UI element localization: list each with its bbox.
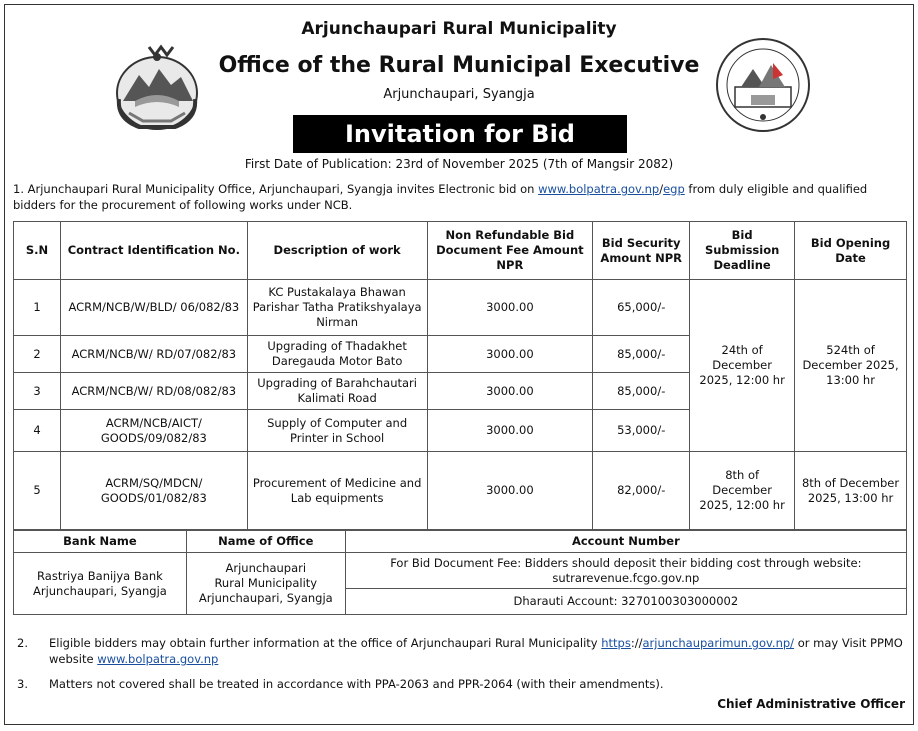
cell-contract: ACRM/NCB/W/ RD/08/082/83 xyxy=(60,373,247,410)
cell-security: 65,000/- xyxy=(593,280,690,336)
cell-sn: 2 xyxy=(14,336,61,373)
intro-text-2: from duly eligible and qualified bidders for the procurement of following works under NCB. xyxy=(13,182,868,212)
office-location: Arjunchaupari, Syangja xyxy=(383,87,535,102)
office-line: Arjunchaupari, Syangja xyxy=(198,591,333,605)
note-number: 3. xyxy=(17,677,28,691)
cell-sn: 1 xyxy=(14,280,61,336)
bolpatra-link[interactable]: www.bolpatra.gov.np xyxy=(538,182,660,196)
cell-security: 82,000/- xyxy=(593,452,690,530)
cell-contract: ACRM/NCB/W/BLD/ 06/082/83 xyxy=(60,280,247,336)
note-2-text-2: or may Visit PPMO website xyxy=(49,636,903,666)
cell-fee: 3000.00 xyxy=(427,280,593,336)
note-2-text-1: Eligible bidders may obtain further information at the office of Arjunchaupari Rural Municipality xyxy=(49,636,602,650)
cell-deadline-group2: 8th of December 2025, 12:00 hr xyxy=(690,452,795,530)
table-row xyxy=(14,452,907,530)
cell-description: Procurement of Medicine and Lab equipments xyxy=(247,452,427,530)
cell-fee: 3000.00 xyxy=(427,373,593,410)
cell-contract: ACRM/NCB/W/ RD/07/082/83 xyxy=(60,336,247,373)
municipality-seal-icon xyxy=(713,35,813,135)
header-fee: Non Refundable Bid Document Fee Amount NPR xyxy=(427,222,593,280)
municipality-name: Arjunchaupari Rural Municipality xyxy=(301,19,617,39)
cell-deadline-group1: 24th of December 2025, 12:00 hr xyxy=(690,280,795,452)
office-name-cell xyxy=(186,553,345,615)
office-name: Office of the Rural Municipal Executive xyxy=(218,53,700,78)
fee-deposit-note: For Bid Document Fee: Bidders should deposit their bidding cost through website: xyxy=(390,555,862,570)
bank-header-row xyxy=(14,531,907,553)
header-security: Bid Security Amount NPR xyxy=(593,222,690,280)
office-line: Arjunchaupari xyxy=(225,561,307,575)
header-sn: S.N xyxy=(14,222,61,280)
header-bank: Bank Name xyxy=(14,531,187,553)
cell-contract: ACRM/SQ/MDCN/ GOODS/01/082/83 xyxy=(60,452,247,530)
bank-row xyxy=(14,553,907,589)
intro-text-1: 1. Arjunchaupari Rural Municipality Office, Arjunchaupari, Syangja invites Electronic bid on xyxy=(13,182,539,196)
signatory-title: Chief Administrative Officer xyxy=(717,697,905,711)
municipality-link-protocol[interactable]: https xyxy=(601,636,631,650)
notice-header xyxy=(5,5,913,180)
bid-table xyxy=(13,221,907,530)
cell-description: Upgrading of Barahchautari Kalimati Road xyxy=(247,373,427,410)
egp-link[interactable]: egp xyxy=(663,182,685,196)
cell-fee: 3000.00 xyxy=(427,410,593,452)
cell-security: 53,000/- xyxy=(593,410,690,452)
cell-security: 85,000/- xyxy=(593,373,690,410)
intro-paragraph xyxy=(13,181,907,213)
cell-opening-group1: 524th of December 2025, 13:00 hr xyxy=(795,280,907,452)
table-header-row xyxy=(14,222,907,280)
cell-contract: ACRM/NCB/AICT/ GOODS/09/082/83 xyxy=(60,410,247,452)
header-contract: Contract Identification No. xyxy=(60,222,247,280)
note-text: Matters not covered shall be treated in accordance with PPA-2063 and PPR-2064 (with their amendments). xyxy=(49,677,664,691)
cell-description: Supply of Computer and Printer in School xyxy=(247,410,427,452)
note-2-sep: :// xyxy=(630,636,643,650)
ppmo-link[interactable]: www.bolpatra.gov.np xyxy=(97,652,219,666)
table-row xyxy=(14,280,907,336)
bank-table xyxy=(13,530,907,615)
header-deadline: Bid Submission Deadline xyxy=(690,222,795,280)
bank-name: Rastriya Banijya Bank xyxy=(37,568,163,583)
dharauti-account: Dharauti Account: 3270100303000002 xyxy=(345,589,906,615)
publication-date: First Date of Publication: 23rd of November 2025 (7th of Mangsir 2082) xyxy=(244,157,674,171)
cell-sn: 3 xyxy=(14,373,61,410)
cell-fee: 3000.00 xyxy=(427,336,593,373)
note-number: 2. xyxy=(17,636,28,650)
note-text xyxy=(49,635,905,667)
cell-sn: 4 xyxy=(14,410,61,452)
header-account: Account Number xyxy=(345,531,906,553)
intro-slash: / xyxy=(659,182,664,196)
header-office: Name of Office xyxy=(186,531,345,553)
cell-security: 85,000/- xyxy=(593,336,690,373)
municipality-link[interactable]: arjunchauparimun.gov.np/ xyxy=(642,636,795,650)
header-description: Description of work xyxy=(247,222,427,280)
fee-account-cell xyxy=(345,553,906,589)
revenue-website: sutrarevenue.fcgo.gov.np xyxy=(552,570,700,585)
office-line: Rural Municipality xyxy=(214,576,318,590)
cell-opening-group2: 8th of December 2025, 13:00 hr xyxy=(795,452,907,530)
cell-fee: 3000.00 xyxy=(427,452,593,530)
bank-name-cell xyxy=(14,553,187,615)
cell-description: KC Pustakalaya Bhawan Parishar Tatha Pratikshyalaya Nirman xyxy=(247,280,427,336)
cell-sn: 5 xyxy=(14,452,61,530)
notice-page xyxy=(4,4,914,725)
notice-title: Invitation for Bid xyxy=(293,115,627,153)
bank-branch: Arjunchaupari, Syangja xyxy=(32,583,167,598)
cell-description: Upgrading of Thadakhet Daregauda Motor Bato xyxy=(247,336,427,373)
header-opening: Bid Opening Date xyxy=(795,222,907,280)
